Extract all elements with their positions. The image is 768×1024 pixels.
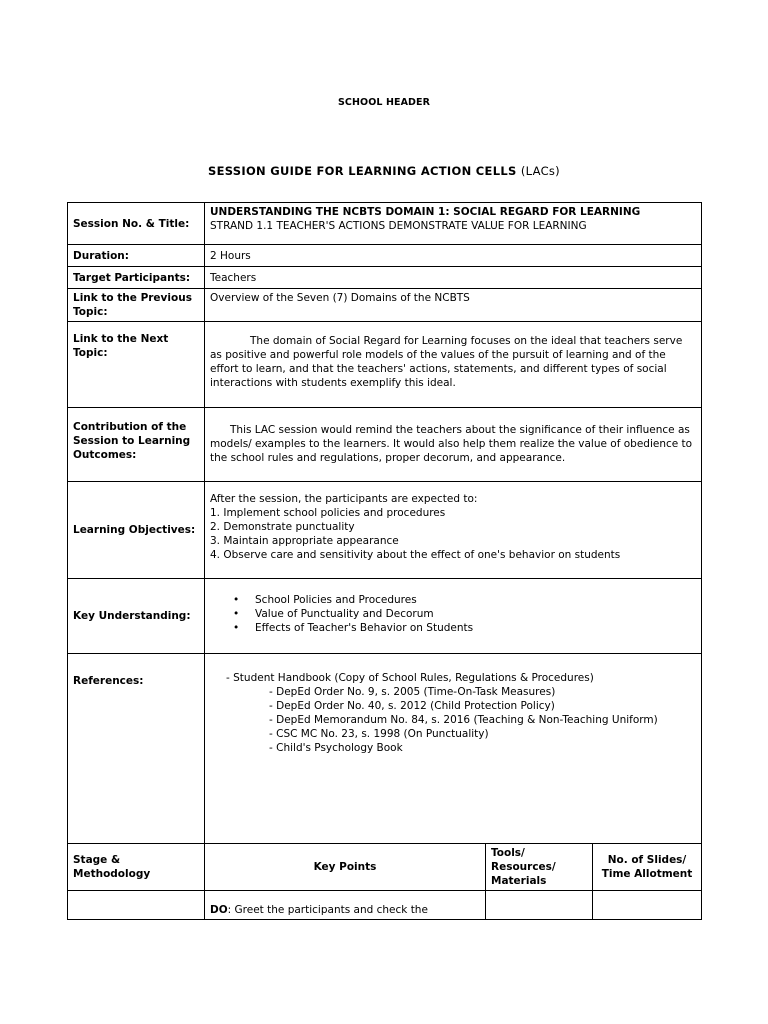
label-prev: Link to the Previous Topic: xyxy=(68,289,205,322)
value-key-understanding xyxy=(205,579,702,654)
reference-item-3: - DepEd Order No. 40, s. 2012 (Child Protection Policy) xyxy=(269,700,555,712)
objectives-intro: After the session, the participants are expected to: xyxy=(210,493,478,505)
row-session xyxy=(68,203,702,245)
row-duration xyxy=(68,245,702,267)
value-next xyxy=(205,322,702,408)
objective-item-2: 2. Demonstrate punctuality xyxy=(210,521,355,533)
label-duration: Duration: xyxy=(68,245,205,267)
reference-item-2: - DepEd Order No. 9, s. 2005 (Time-On-Task Measures) xyxy=(269,686,556,698)
value-contribution xyxy=(205,408,702,482)
reference-item-5: - CSC MC No. 23, s. 1998 (On Punctuality) xyxy=(269,728,489,740)
row-key-understanding xyxy=(68,579,702,654)
objective-item-4: 4. Observe care and sensitivity about the effect of one's behavior on students xyxy=(210,549,621,561)
value-session xyxy=(205,203,702,245)
label-key-understanding: Key Understanding: xyxy=(68,579,205,654)
header-key-points: Key Points xyxy=(205,844,486,891)
key-understanding-list xyxy=(210,593,696,635)
next-paragraph: The domain of Social Regard for Learning focuses on the ideal that teachers serve as positive and powerful role models of the values of the pursuit of learning and of the effort to learn, and that the teachers' actions, statements, and different types of social interactions with students exemplify this ideal. xyxy=(210,335,683,389)
reference-item-6: - Child's Psychology Book xyxy=(269,742,403,754)
title-paren: (LACs) xyxy=(520,164,560,178)
row-next xyxy=(68,322,702,408)
session-strand: STRAND 1.1 TEACHER'S ACTIONS DEMONSTRATE VALUE FOR LEARNING xyxy=(210,220,587,232)
header-slides: No. of Slides/ Time Allotment xyxy=(593,844,702,891)
school-header: SCHOOL HEADER xyxy=(337,97,431,108)
tools-cell-empty xyxy=(486,891,593,920)
contribution-paragraph: This LAC session would remind the teachers about the significance of their influence as models/ examples to the learners. It would also help them realize the value of obedience to the school rules and regulations, proper decorum, and appearance. xyxy=(210,424,693,464)
slides-cell-empty xyxy=(593,891,702,920)
label-objectives: Learning Objectives: xyxy=(68,482,205,579)
stage-cell-empty xyxy=(68,891,205,920)
value-objectives xyxy=(205,482,702,579)
do-label: DO xyxy=(210,904,228,916)
row-objectives xyxy=(68,482,702,579)
value-duration: 2 Hours xyxy=(205,245,702,267)
reference-item-4: - DepEd Memorandum No. 84, s. 2016 (Teaching & Non-Teaching Uniform) xyxy=(269,714,658,726)
title-main: SESSION GUIDE FOR LEARNING ACTION CELLS xyxy=(208,164,521,178)
key-points-cell xyxy=(205,891,486,920)
do-text: : Greet the participants and check the xyxy=(227,904,428,916)
row-contribution xyxy=(68,408,702,482)
row-prev xyxy=(68,289,702,322)
key-understanding-item-3: • Effects of Teacher's Behavior on Students xyxy=(255,621,696,635)
value-target: Teachers xyxy=(205,267,702,289)
row-references xyxy=(68,654,702,844)
row-stage-header xyxy=(68,844,702,891)
label-contribution: Contribution of the Session to Learning Outcomes: xyxy=(68,408,205,482)
header-stage: Stage & Methodology xyxy=(68,844,205,891)
label-references: References: xyxy=(68,654,205,844)
key-understanding-item-1: • School Policies and Procedures xyxy=(255,593,696,607)
session-title: UNDERSTANDING THE NCBTS DOMAIN 1: SOCIAL REGARD FOR LEARNING xyxy=(210,206,641,218)
label-next: Link to the Next Topic: xyxy=(68,322,205,408)
value-prev: Overview of the Seven (7) Domains of the NCBTS xyxy=(205,289,702,322)
key-understanding-item-2: • Value of Punctuality and Decorum xyxy=(255,607,696,621)
value-references xyxy=(205,654,702,844)
reference-item-1: - Student Handbook (Copy of School Rules, Regulations & Procedures) xyxy=(226,672,594,684)
row-stage-first xyxy=(68,891,702,920)
objective-item-1: 1. Implement school policies and procedures xyxy=(210,507,446,519)
row-target xyxy=(68,267,702,289)
document-title xyxy=(0,164,768,178)
session-guide-table xyxy=(67,202,702,920)
objective-item-3: 3. Maintain appropriate appearance xyxy=(210,535,399,547)
label-target: Target Participants: xyxy=(68,267,205,289)
label-session: Session No. & Title: xyxy=(68,203,205,245)
header-tools: Tools/ Resources/ Materials xyxy=(486,844,593,891)
